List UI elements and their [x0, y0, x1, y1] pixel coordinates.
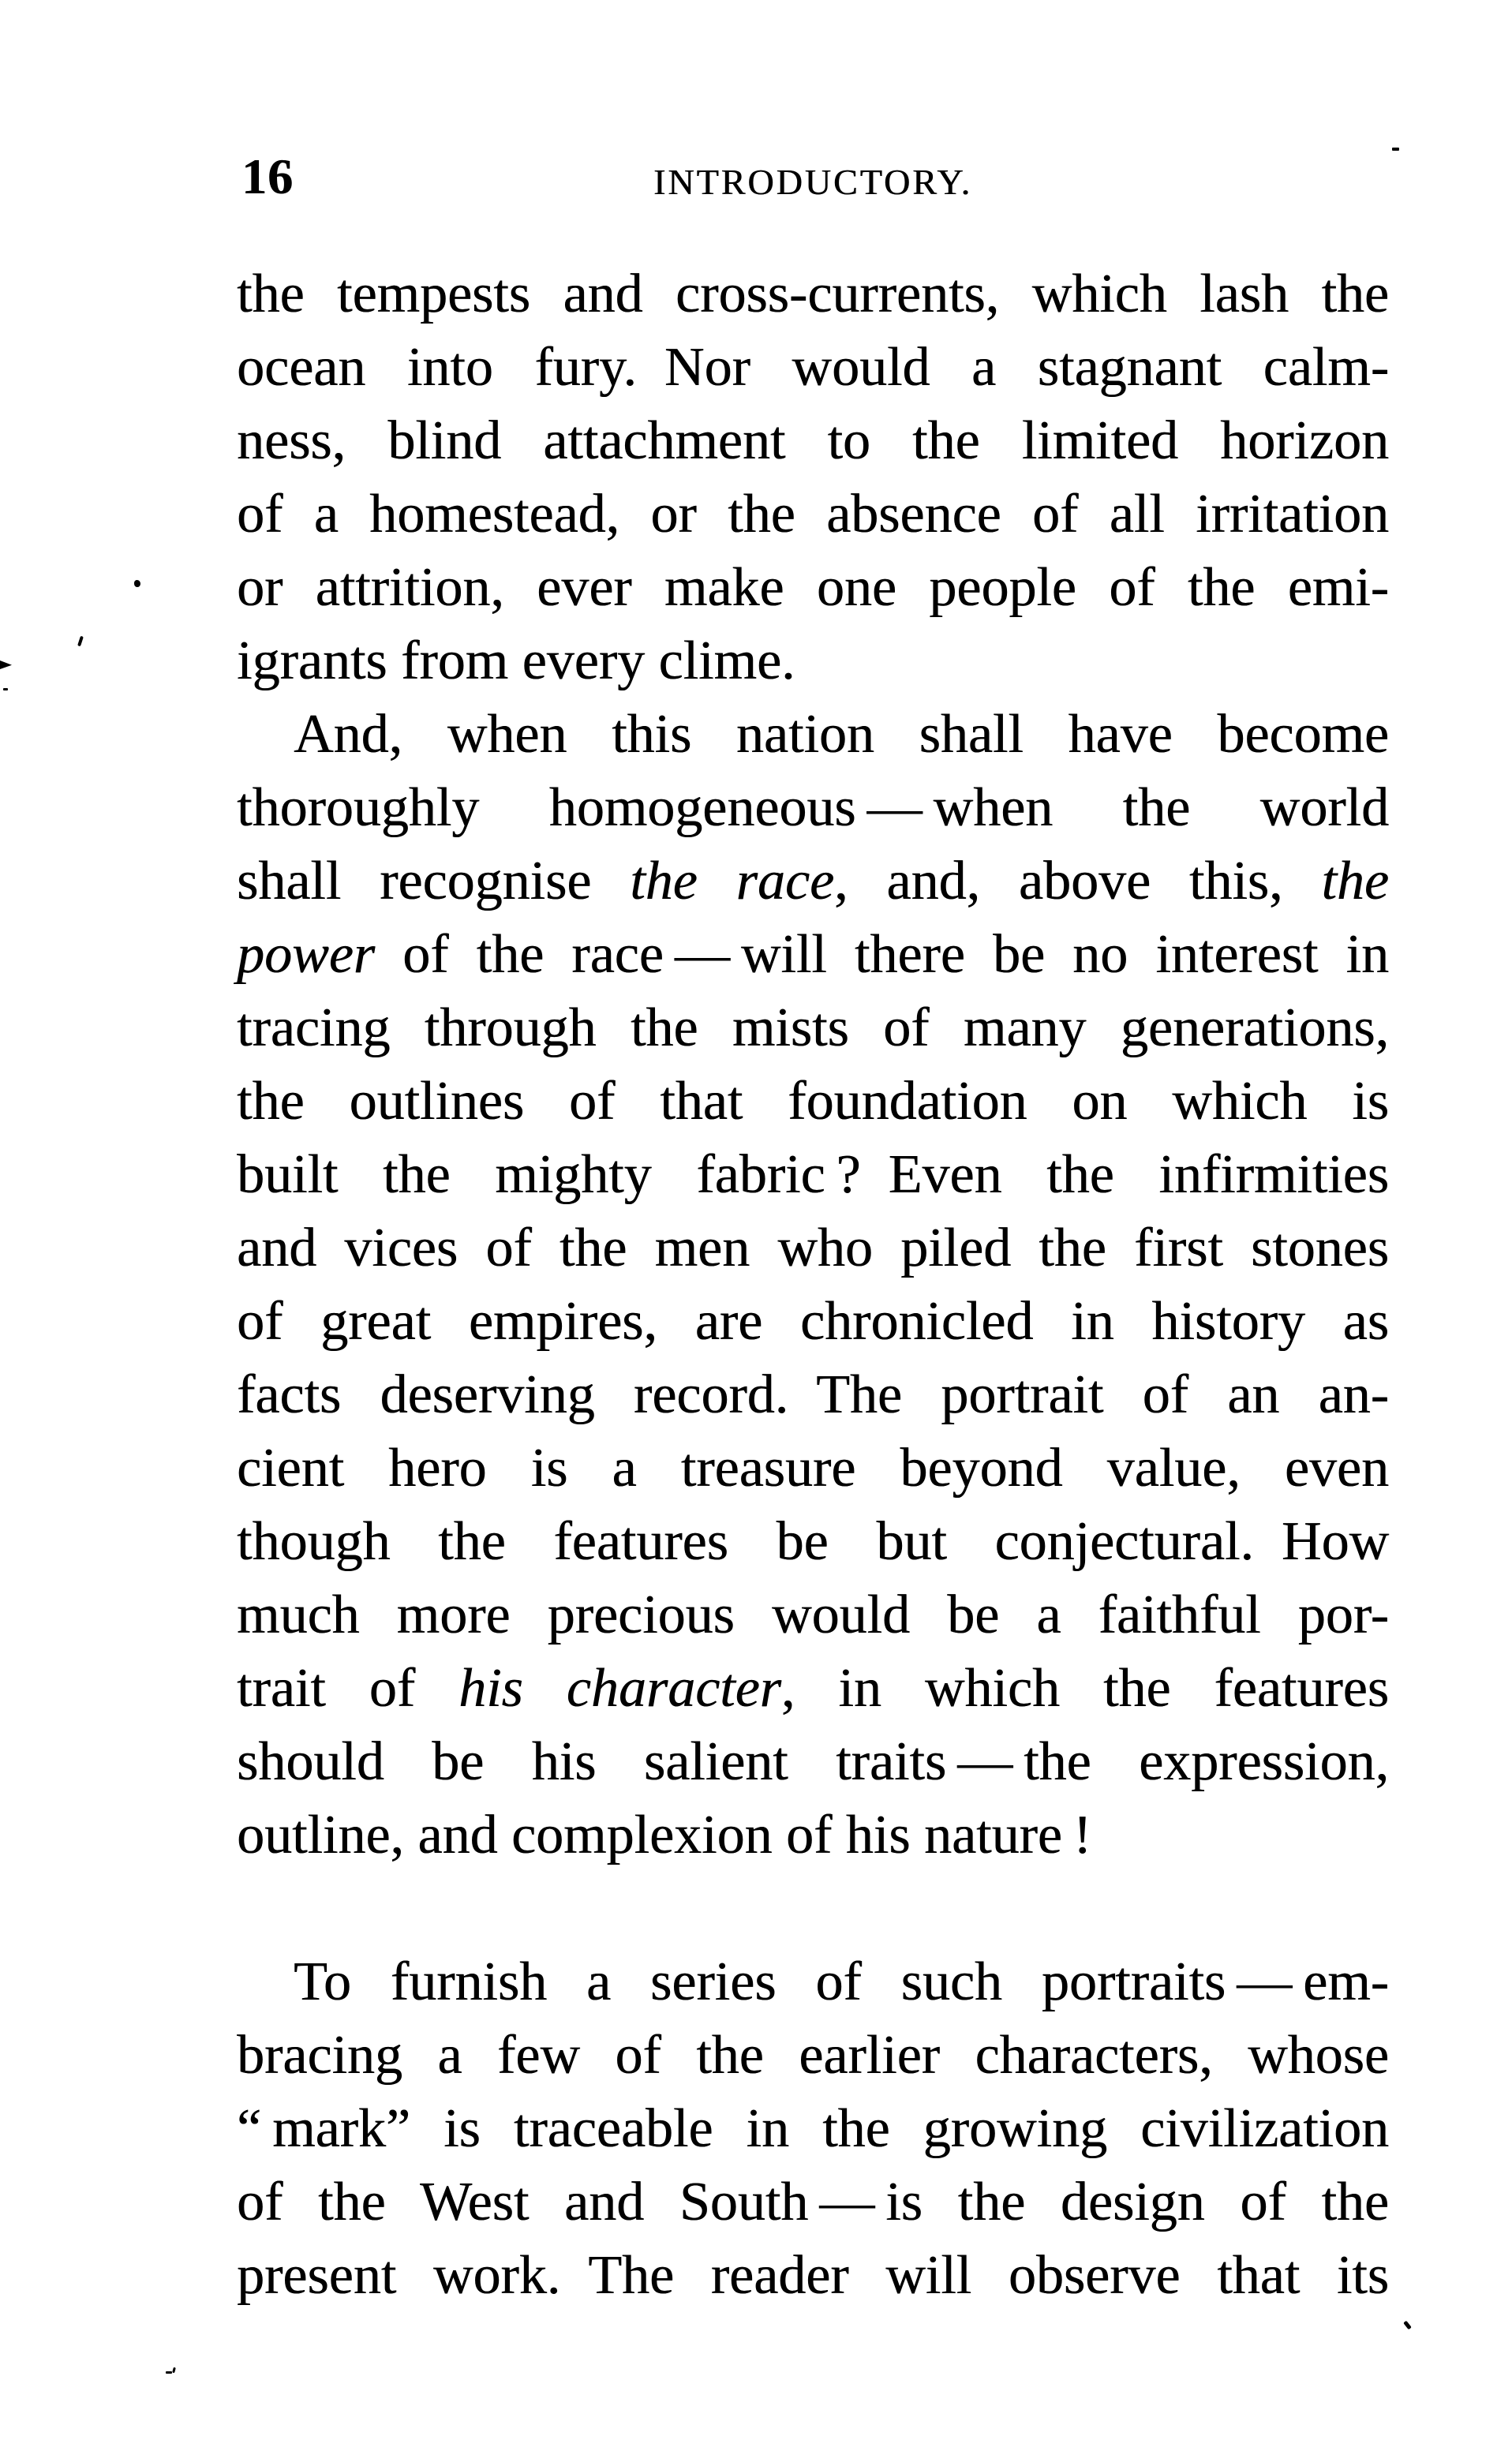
- text-segment: of the race — will there be no interest in: [375, 924, 1389, 985]
- text-segment: igrants from every clime.: [237, 631, 795, 691]
- text-segment: the tempests and cross-currents, which lash the: [237, 264, 1389, 324]
- text-line: [237, 2165, 1389, 2239]
- ink-speck: [0, 660, 12, 669]
- text-segment: , in which the features: [780, 1658, 1389, 1719]
- paragraph: [237, 1945, 1389, 2312]
- text-line: [237, 257, 1389, 331]
- text-line: [237, 1211, 1389, 1285]
- text-line: [237, 1652, 1389, 1725]
- text-segment: bracing a few of the earlier characters, whose: [237, 2025, 1389, 2086]
- ink-speck: [1403, 2321, 1412, 2330]
- text-line: [237, 1358, 1389, 1431]
- text-segment: And, when this nation shall have become: [294, 704, 1389, 765]
- text-line: [237, 2019, 1389, 2092]
- body-text: [237, 257, 1389, 2312]
- paragraph: [237, 257, 1389, 698]
- text-segment: much more precious would be a faithful por-: [237, 1585, 1389, 1645]
- text-segment: thoroughly homogeneous — when the world: [237, 777, 1389, 838]
- text-segment: shall recognise: [237, 851, 631, 911]
- text-segment: , and, above this,: [834, 851, 1322, 911]
- text-line: [237, 1138, 1389, 1211]
- italic-text: the: [1321, 851, 1389, 911]
- text-line: [237, 991, 1389, 1065]
- text-segment: tracing through the mists of many generations,: [237, 997, 1389, 1058]
- ink-speck: [3, 688, 8, 690]
- text-line: [237, 1431, 1389, 1505]
- text-segment: To furnish a series of such portraits — em-: [294, 1951, 1389, 2012]
- text-line: [237, 2239, 1389, 2312]
- text-segment: of the West and South — is the design of the: [237, 2172, 1389, 2232]
- text-line: [237, 918, 1389, 991]
- text-line: [237, 1725, 1389, 1798]
- text-segment: though the features be but conjectural. How: [237, 1511, 1389, 1572]
- text-line: [237, 477, 1389, 551]
- text-line: [237, 844, 1389, 918]
- text-line: [237, 698, 1389, 771]
- ink-speck: [77, 636, 84, 647]
- ink-speck: [172, 2367, 176, 2374]
- ink-speck: [134, 580, 140, 587]
- text-line: [237, 624, 1389, 698]
- text-segment: the outlines of that foundation on which is: [237, 1071, 1389, 1132]
- text-segment: present work. The reader will observe that its: [237, 2245, 1389, 2306]
- text-line: [237, 1945, 1389, 2019]
- text-segment: outline, and complexion of his nature !: [237, 1805, 1092, 1865]
- text-segment: should be his salient traits — the expression,: [237, 1731, 1389, 1792]
- text-segment: of a homestead, or the absence of all irritation: [237, 484, 1389, 544]
- ink-speck: [1392, 148, 1399, 151]
- running-header: [237, 148, 1389, 215]
- text-line: [237, 1578, 1389, 1652]
- paragraph: [237, 698, 1389, 1872]
- text-line: [237, 1798, 1389, 1872]
- text-line: [237, 331, 1389, 404]
- italic-text: his character: [458, 1658, 781, 1719]
- text-segment: ocean into fury. Nor would a stagnant calm-: [237, 337, 1389, 398]
- text-segment: ness, blind attachment to the limited horizon: [237, 410, 1389, 471]
- text-segment: cient hero is a treasure beyond value, even: [237, 1438, 1389, 1499]
- text-segment: and vices of the men who piled the first stones: [237, 1218, 1389, 1278]
- page-number: 16: [241, 148, 294, 204]
- text-segment: or attrition, ever make one people of the emi-: [237, 557, 1389, 618]
- text-line: [237, 771, 1389, 844]
- text-line: [237, 2092, 1389, 2165]
- text-segment: of great empires, are chronicled in history as: [237, 1291, 1389, 1352]
- page-header-title: INTRODUCTORY.: [653, 162, 973, 202]
- text-line: [237, 404, 1389, 477]
- text-line: [237, 551, 1389, 624]
- ink-speck: [166, 2371, 172, 2374]
- text-line: [237, 1505, 1389, 1578]
- text-line: [237, 1285, 1389, 1358]
- italic-text: power: [237, 924, 375, 985]
- text-segment: “ mark” is traceable in the growing civilization: [237, 2098, 1389, 2159]
- text-segment: built the mighty fabric ? Even the infirmities: [237, 1144, 1389, 1205]
- text-line: [237, 1065, 1389, 1138]
- text-segment: trait of: [237, 1658, 459, 1719]
- italic-text: the race: [630, 851, 835, 911]
- text-segment: facts deserving record. The portrait of an an-: [237, 1364, 1389, 1425]
